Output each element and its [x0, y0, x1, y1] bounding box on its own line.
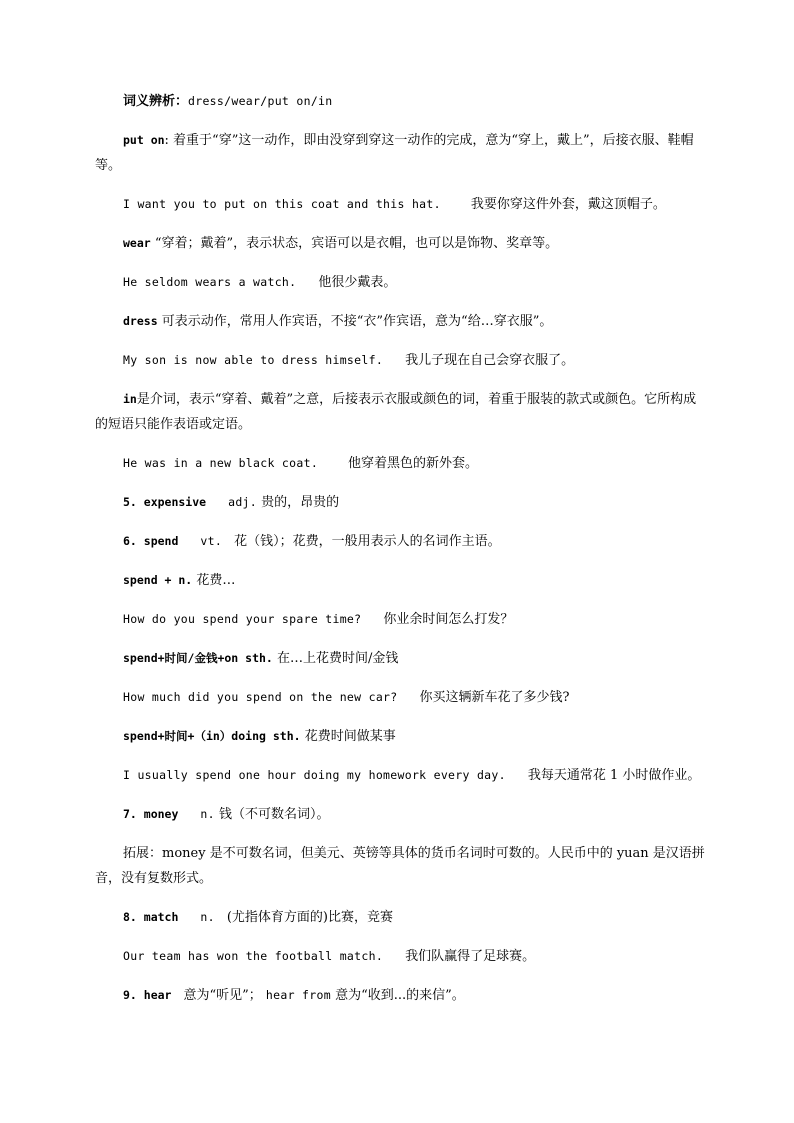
example-in	[95, 451, 705, 476]
example-english: He was in a new black coat.	[123, 456, 319, 470]
term-wear: wear	[123, 236, 151, 250]
entry-expensive	[95, 490, 705, 515]
extension-text: 拓展：money 是不可数名词，但美元、英镑等具体的货币名词时可数的。人民币中的 yuan 是汉语拼音，没有复数形式。	[95, 846, 705, 886]
example-chinese: 他穿着黑色的新外套。	[348, 456, 479, 471]
pattern-spend-on	[95, 646, 705, 671]
example-spend-doing	[95, 763, 705, 788]
example-chinese: 我儿子现在自己会穿衣服了。	[405, 353, 575, 368]
example-english: I usually spend one hour doing my homework every day.	[123, 768, 506, 782]
example-english: How much did you spend on the new car?	[123, 690, 398, 704]
term-hear: 9. hear	[123, 988, 172, 1002]
definition: 花（钱）；花费，一般用表示人的名词作主语。	[234, 534, 501, 549]
phrase-hear-from: hear from	[265, 988, 331, 1002]
put-on-explanation: : 着重于“穿”这一动作，即由没穿到穿这一动作的完成，意为“穿上，戴上”，后接衣服、鞋帽等。	[95, 133, 694, 173]
document-page	[95, 89, 705, 1022]
pattern-spend-n	[95, 568, 705, 593]
entry-hear	[95, 983, 705, 1008]
example-dress	[95, 348, 705, 373]
hear-meaning: 意为“听见”；	[183, 988, 262, 1003]
example-match	[95, 944, 705, 969]
example-english: How do you spend your spare time?	[123, 612, 362, 626]
term-money: 7. money	[123, 807, 179, 821]
part-of-speech: vt.	[200, 534, 223, 548]
entry-match	[95, 905, 705, 930]
paragraph-word-analysis	[95, 89, 705, 114]
part-of-speech: n.	[200, 807, 215, 821]
example-english: I want you to put on this coat and this hat.	[123, 197, 441, 211]
entry-money	[95, 802, 705, 827]
example-english: My son is now able to dress himself.	[123, 353, 384, 367]
term-spend: 6. spend	[123, 534, 179, 548]
example-put-on	[95, 192, 705, 217]
wear-explanation: “穿着；戴着”，表示状态，宾语可以是衣帽，也可以是饰物、奖章等。	[150, 236, 559, 251]
example-spend-time	[95, 607, 705, 632]
hear-from-meaning: 意为“收到...的来信”。	[335, 988, 465, 1003]
word-list: dress/wear/put on/in	[188, 94, 333, 108]
term-put-on: put on	[123, 133, 165, 147]
example-chinese: 你买这辆新车花了多少钱?	[419, 690, 570, 705]
example-english: Our team has won the football match.	[123, 949, 384, 963]
term-expensive: 5. expensive	[123, 495, 207, 509]
paragraph-extension	[95, 841, 705, 891]
paragraph-put-on	[95, 128, 705, 178]
in-explanation: 是介词，表示“穿着、戴着”之意，后接表示衣服或颜色的词，着重于服装的款式或颜色。它所构成的短语只能作表语或定语。	[95, 392, 697, 432]
example-spend-on	[95, 685, 705, 710]
example-english: He seldom wears a watch.	[123, 275, 297, 289]
pattern-term: spend+时间/金钱+on sth.	[123, 651, 273, 665]
paragraph-dress	[95, 309, 705, 334]
example-chinese: 他很少戴表。	[318, 275, 397, 290]
part-of-speech: n.	[200, 910, 215, 924]
example-chinese: 你业余时间怎么打发？	[383, 612, 514, 627]
example-chinese: 我要你穿这件外套，戴这顶帽子。	[470, 197, 666, 212]
definition: (尤指体育方面的)比赛，竞赛	[226, 910, 393, 925]
pattern-term: spend + n.	[123, 573, 193, 587]
paragraph-in	[95, 387, 705, 437]
part-of-speech: adj.	[228, 495, 257, 509]
example-chinese: 我每天通常花 1 小时做作业。	[527, 768, 701, 783]
pattern-spend-doing	[95, 724, 705, 749]
term-match: 8. match	[123, 910, 179, 924]
paragraph-wear	[95, 231, 705, 256]
pattern-meaning: 花费时间做某事	[304, 729, 396, 744]
section-heading: 词义辨析：	[123, 94, 189, 109]
entry-spend	[95, 529, 705, 554]
definition: 贵的，昂贵的	[261, 495, 340, 510]
term-in: in	[123, 392, 137, 406]
definition: 钱（不可数名词）。	[218, 807, 330, 822]
term-dress: dress	[123, 314, 158, 328]
pattern-meaning: 花费…	[196, 573, 236, 588]
dress-explanation: 可表示动作，常用人作宾语，不接“衣”作宾语，意为“给…穿衣服”。	[157, 314, 553, 329]
example-wear	[95, 270, 705, 295]
example-chinese: 我们队赢得了足球赛。	[405, 949, 536, 964]
pattern-term: spend+时间+（in）doing sth.	[123, 729, 301, 743]
pattern-meaning: 在…上花费时间/金钱	[277, 651, 399, 666]
